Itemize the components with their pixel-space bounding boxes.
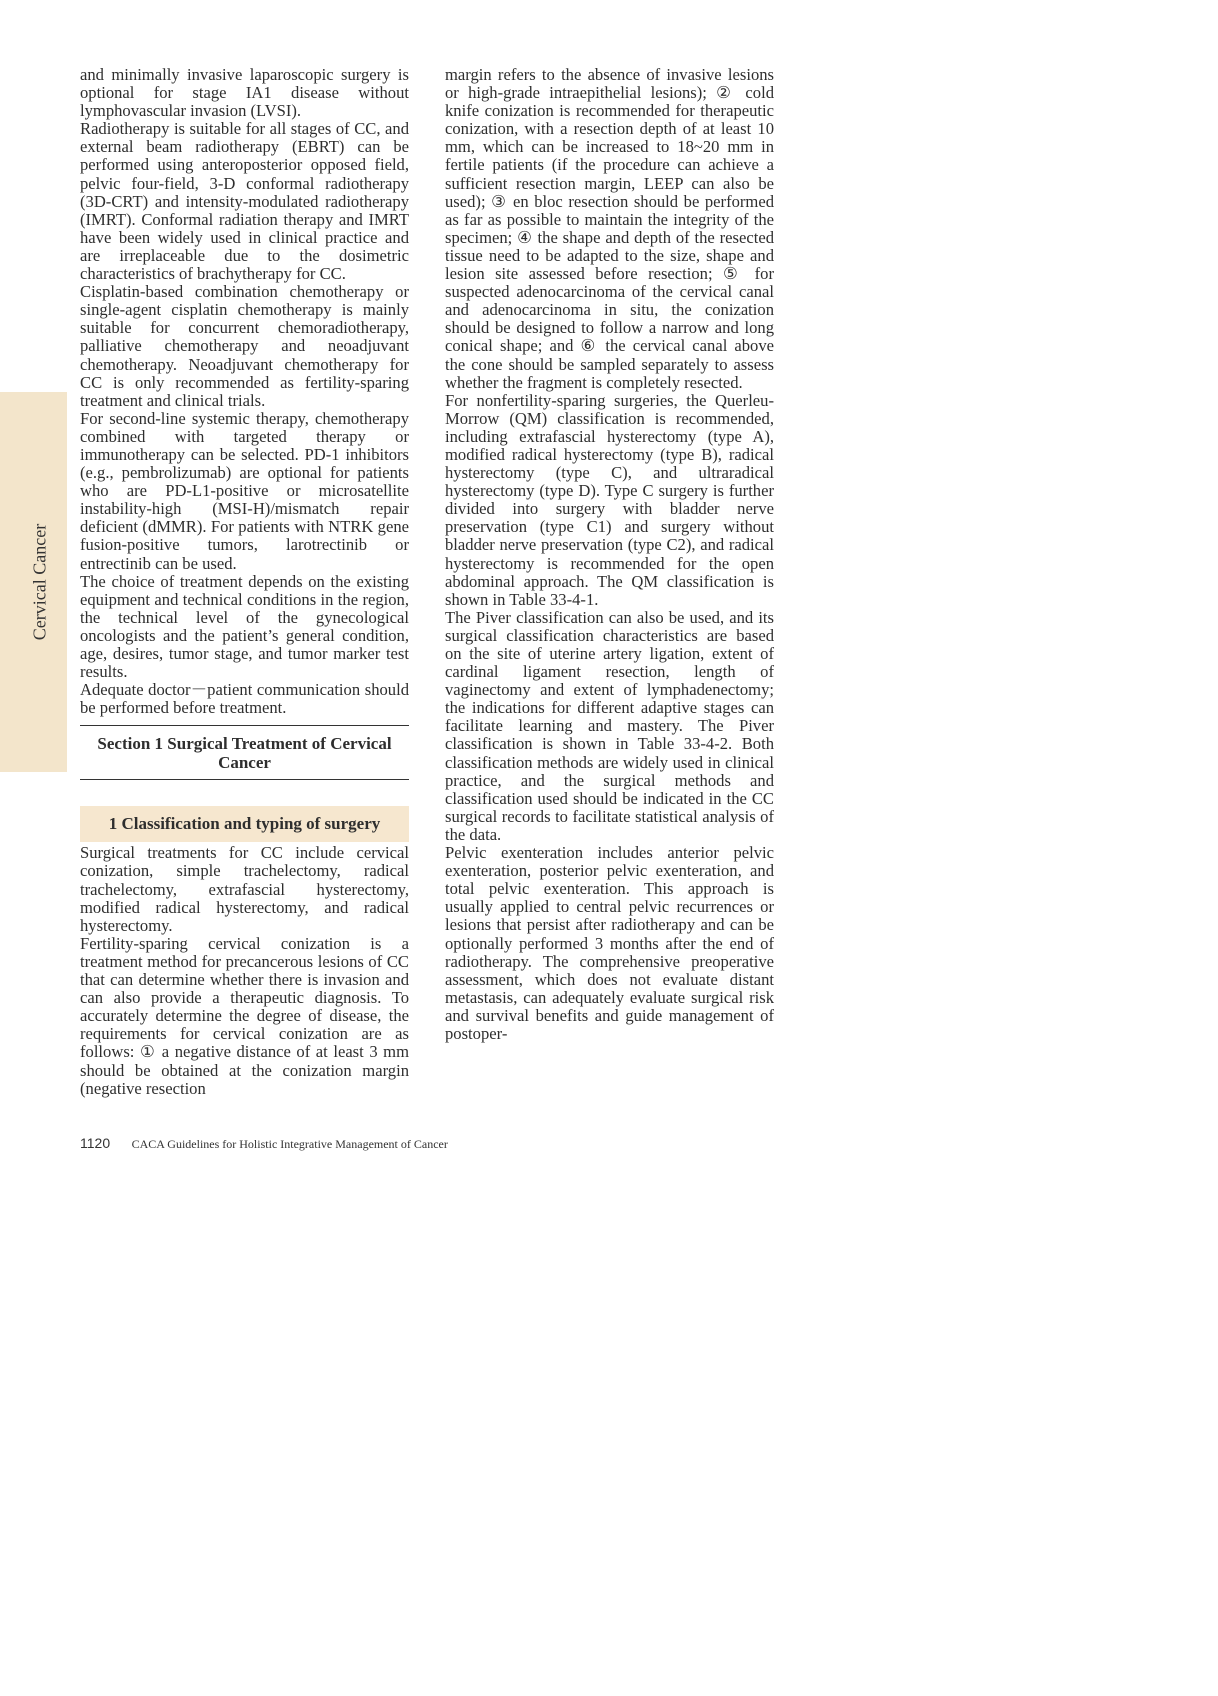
page-number: 1120 bbox=[80, 1135, 111, 1151]
paragraph: Pelvic exenteration includes anterior pelvic exenteration, posterior pelvic exenteration, and total pelvic exenteration. This approach is usually applied to central pelvic recurrences or lesions that persist after radiotherapy and can be optionally performed 3 months after the end of radiotherapy. The comprehensive preoperative assessment, which does not evaluate distant metastasis, can adequately evaluate surgical risk and survival benefits and guide management of postoper- bbox=[445, 843, 774, 1043]
paragraph: and minimally invasive laparoscopic surgery is optional for stage IA1 disease without lymphovascular invasion (LVSI). bbox=[80, 65, 409, 121]
paragraph: The choice of treatment depends on the existing equipment and technical conditions in the region, the technical level of the gynecological oncologists and the patient’s general condition, age, desires, tumor stage, and tumor marker test results. bbox=[80, 571, 409, 682]
page-footer bbox=[80, 1135, 448, 1153]
section-heading: Section 1 Surgical Treatment of Cervical Cancer bbox=[80, 725, 409, 780]
running-title: CACA Guidelines for Holistic Integrative Management of Cancer bbox=[131, 1137, 448, 1151]
paragraph: Fertility-sparing cervical conization is a treatment method for precancerous lesions of CC that can determine whether there is invasion and can also provide a therapeutic diagnosis. To accurately determine the degree of disease, the requirements for cervical conization are as follows: ① a negative distance of at least 3 mm should be obtained at the conization margin (negative resection bbox=[80, 933, 409, 1098]
paragraph: margin refers to the absence of invasive lesions or high-grade intraepithelial lesions); ② cold knife conization is recommended for therapeutic conization, with a resection depth of at least 10 mm, which can be increased to 18~20 mm in fertile patients (if the procedure can achieve a sufficient resection margin, LEEP can also be used); ③ en bloc resection should be performed as far as possible to maintain the integrity of the specimen; ④ the shape and depth of the resected tissue need to be adapted to the size, shape and lesion site assessed before resection; ⑤ for suspected adenocarcinoma of the cervical canal and adenocarcinoma in situ, the conization should be designed to follow a narrow and long conical shape; and ⑥ the cervical canal above the cone should be sampled separately to assess whether the fragment is completely resected. bbox=[445, 65, 774, 392]
paragraph: For nonfertility-sparing surgeries, the Querleu-Morrow (QM) classification is recommended, including extrafascial hysterectomy (type A), modified radical hysterectomy (type B), radical hysterectomy (type C), and ultraradical hysterectomy (type D). Type C surgery is further divided into surgery with bladder nerve preservation (type C1) and surgery without bladder nerve preservation (type C2), and radical hysterectomy is recommended for the open abdominal approach. The QM classification is shown in Table 33-4-1. bbox=[445, 390, 774, 609]
paragraph: Radiotherapy is suitable for all stages of CC, and external beam radiotherapy (EBRT) can be performed using anteroposterior opposed field, pelvic four-field, 3-D conformal radiotherapy (3D-CRT) and intensity-modulated radiotherapy (IMRT). Conformal radiation therapy and IMRT have been widely used in clinical practice and are irreplaceable due to the dosimetric characteristics of brachytherapy for CC. bbox=[80, 119, 409, 284]
paragraph: For second-line systemic therapy, chemotherapy combined with targeted therapy or immunotherapy can be selected. PD-1 inhibitors (e.g., pembrolizumab) are optional for patients who are PD-L1-positive or microsatellite instability-high (MSI-H)/mismatch repair deficient (dMMR). For patients with NTRK gene fusion-positive tumors, larotrectinib or entrectinib can be used. bbox=[80, 408, 409, 573]
paragraph: Adequate doctor－patient communication should be performed before treatment. bbox=[80, 680, 409, 718]
left-column bbox=[80, 66, 409, 1098]
right-column bbox=[445, 66, 774, 1043]
subsection-heading: 1 Classification and typing of surgery bbox=[80, 806, 409, 842]
paragraph: The Piver classification can also be used, and its surgical classification characteristics are based on the site of uterine artery ligation, extent of cardinal ligament resection, length of vaginectomy and extent of lymphadenectomy; the indications for different adaptive stages can facilitate learning and mastery. The Piver classification is shown in Table 33-4-2. Both classification methods are widely used in clinical practice, and the surgical methods and classification used should be indicated in the CC surgical records to facilitate statistical analysis of the data. bbox=[445, 607, 774, 844]
paragraph: Surgical treatments for CC include cervical conization, simple trachelectomy, radical trachelectomy, extrafascial hysterectomy, modified radical hysterectomy, and radical hysterectomy. bbox=[80, 843, 409, 935]
paragraph: Cisplatin-based combination chemotherapy or single-agent cisplatin chemotherapy is mainly suitable for concurrent chemoradiotherapy, palliative chemotherapy and neoadjuvant chemotherapy. Neoadjuvant chemotherapy for CC is only recommended as fertility-sparing treatment and clinical trials. bbox=[80, 282, 409, 410]
side-tab-label: Cervical Cancer bbox=[29, 523, 50, 641]
